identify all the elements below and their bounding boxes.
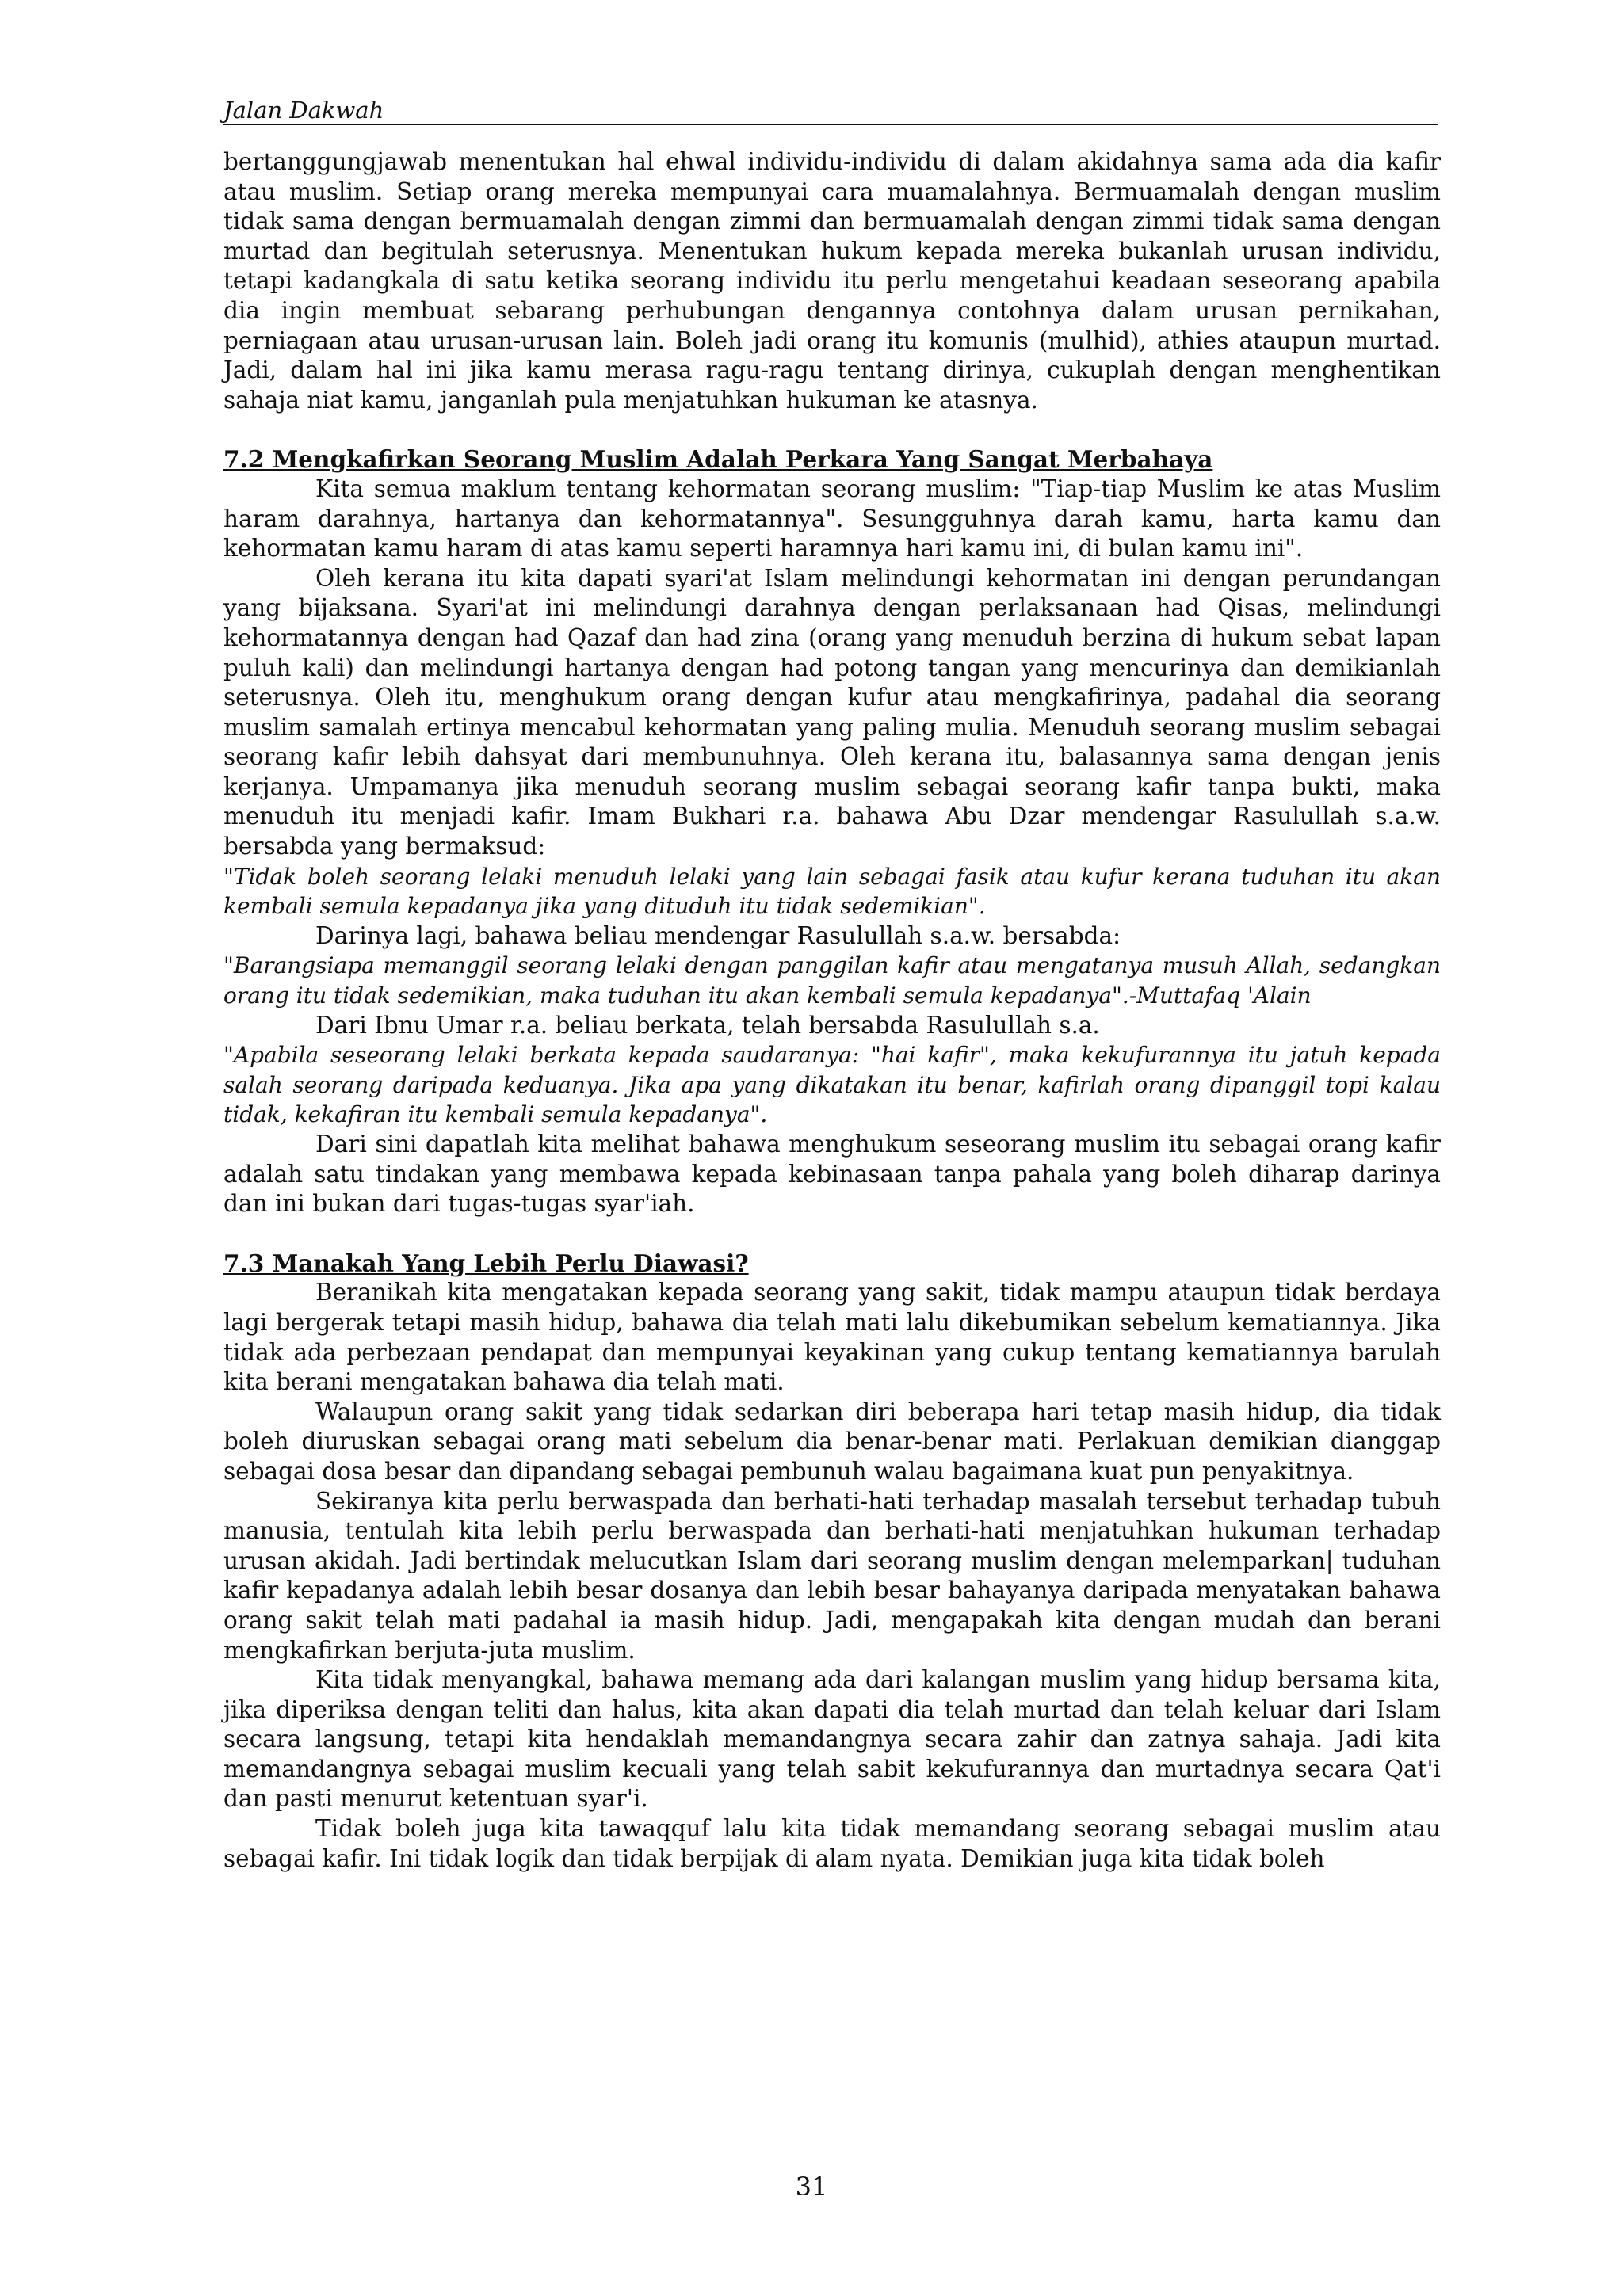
paragraph: Kita semua maklum tentang kehormatan seorang muslim: "Tiap-tiap Muslim ke atas Muslim haram darahnya, hartanya dan kehormatannya". Sesungguhnya darah kamu, harta kamu dan kehormatan kamu haram di atas kamu seperti haramnya hari kamu ini, di bulan kamu ini". xyxy=(223,475,1441,563)
paragraph: Dari sini dapatlah kita melihat bahawa menghukum seseorang muslim itu sebagai orang kafir adalah satu tindakan yang membawa kepada kebinasaan tanpa pahala yang boleh diharap darinya dan ini bukan dari tugas-tugas syar'iah. xyxy=(223,1131,1441,1218)
paragraph: Darinya lagi, bahawa beliau mendengar Rasulullah s.a.w. bersabda: xyxy=(315,921,1121,949)
header-title: Jalan Dakwah xyxy=(223,97,384,124)
paragraph: Oleh kerana itu kita dapati syari'at Islam melindungi kehormatan ini dengan perundangan yang bijaksana. Syari'at ini melindungi darahnya dengan perlaksanaan had Qisas, melindungi kehormatannya dengan had Qazaf dan had zina (orang yang menuduh berzina di hukum sebat lapan puluh kali) dan melindungi hartanya dengan had potong tangan yang mencurinya dan demikianlah seterusnya. Oleh itu, menghukum orang dengan kufur atau mengkafirinya, padahal dia seorang muslim samalah ertinya mencabul kehormatan yang paling mulia. Menuduh seorang muslim sebagai seorang kafir lebih dahsyat dari membunuhnya. Oleh kerana itu, balasannya sama dengan jenis kerjanya. Umpamanya jika menuduh seorang muslim sebagai seorang kafir tanpa bukti, maka menuduh itu menjadi kafir. Imam Bukhari r.a. bahawa Abu Dzar mendengar Rasulullah s.a.w. bersabda yang bermaksud: xyxy=(223,564,1441,860)
paragraph: Beranikah kita mengatakan kepada seorang yang sakit, tidak mampu ataupun tidak berdaya lagi bergerak tetapi masih hidup, bahawa dia telah mati lalu dikebumikan sebelum kematiannya. Jika tidak ada perbezaan pendapat dan mempunyai keyakinan yang cukup tentang kematiannya barulah kita berani mengatakan bahawa dia telah mati. xyxy=(223,1279,1441,1396)
page-number: 31 xyxy=(795,2172,828,2202)
section-heading: 7.2 Mengkafirkan Seorang Muslim Adalah Perkara Yang Sangat Merbahaya xyxy=(223,445,1213,474)
paragraph: Tidak boleh juga kita tawaqquf lalu kita tidak memandang seorang sebagai muslim atau sebagai kafir. Ini tidak logik dan tidak berpijak di alam nyata. Demikian juga kita tidak boleh xyxy=(223,1815,1441,1872)
paragraph: Sekiranya kita perlu berwaspada dan berhati-hati terhadap masalah tersebut terhadap tubuh manusia, tentulah kita lebih perlu berwaspada dan berhati-hati menjatuhkan hukuman terhadap urusan akidah. Jadi bertindak melucutkan Islam dari seorang muslim dengan melemparkan| tuduhan kafir kepadanya adalah lebih besar dosanya dan lebih besar bahayanya daripada menyatakan bahawa orang sakit telah mati padahal ia masih hidup. Jadi, mengapakah kita dengan mudah dan berani mengkafirkan berjuta-juta muslim. xyxy=(223,1487,1441,1664)
paragraph: Walaupun orang sakit yang tidak sedarkan diri beberapa hari tetap masih hidup, dia tidak boleh diuruskan sebagai orang mati sebelum dia benar-benar mati. Perlakuan demikian dianggap sebagai dosa besar dan dipandang sebagai pembunuh walau bagaimana kuat pun penyakitnya. xyxy=(223,1398,1441,1485)
running-header xyxy=(223,97,1438,125)
hadith-quote: "Apabila seseorang lelaki berkata kepada saudaranya: "hai kafir", maka kekufurannya itu jatuh kepada salah seorang daripada keduanya. Jika apa yang dikatakan itu benar, kafirlah orang dipanggil topi kalau tidak, kekafiran itu kembali semula kepadanya". xyxy=(223,1042,1441,1128)
paragraph: Kita tidak menyangkal, bahawa memang ada dari kalangan muslim yang hidup bersama kita, jika diperiksa dengan teliti dan halus, kita akan dapati dia telah murtad dan telah keluar dari Islam secara langsung, tetapi kita hendaklah memandangnya secara zahir dan zatnya sahaja. Jadi kita memandangnya sebagai muslim kecuali yang telah sabit kekufurannya dan murtadnya secara Qat'i dan pasti menurut ketentuan syar'i. xyxy=(223,1666,1441,1813)
body-text xyxy=(223,147,1441,1874)
section-heading: 7.3 Manakah Yang Lebih Perlu Diawasi? xyxy=(223,1249,749,1277)
hadith-quote: "Barangsiapa memanggil seorang lelaki dengan panggilan kafir atau mengatanya musuh Allah, sedangkan orang itu tidak sedemikian, maka tuduhan itu akan kembali semula kepadanya".-Muttafaq 'Alain xyxy=(223,952,1441,1009)
paragraph: Dari Ibnu Umar r.a. beliau berkata, telah bersabda Rasulullah s.a. xyxy=(315,1011,1100,1039)
hadith-quote: "Tidak boleh seorang lelaki menuduh lelaki yang lain sebagai fasik atau kufur kerana tuduhan itu akan kembali semula kepadanya jika yang dituduh itu tidak sedemikian". xyxy=(223,863,1441,920)
paragraph: bertanggungjawab menentukan hal ehwal individu-individu di dalam akidahnya sama ada dia kafir atau muslim. Setiap orang mereka mempunyai cara muamalahnya. Bermuamalah dengan muslim tidak sama dengan bermuamalah dengan zimmi dan bermuamalah dengan zimmi tidak sama dengan murtad dan begitulah seterusnya. Menentukan hukum kepada mereka bukanlah urusan individu, tetapi kadangkala di satu ketika seorang individu itu perlu mengetahui keadaan seseorang apabila dia ingin membuat sebarang perhubungan dengannya contohnya dalam urusan pernikahan, perniagaan atau urusan-urusan lain. Boleh jadi orang itu komunis (mulhid), athies ataupun murtad. Jadi, dalam hal ini jika kamu merasa ragu-ragu tentang dirinya, cukuplah dengan menghentikan sahaja niat kamu, janganlah pula menjatuhkan hukuman ke atasnya. xyxy=(223,148,1441,414)
